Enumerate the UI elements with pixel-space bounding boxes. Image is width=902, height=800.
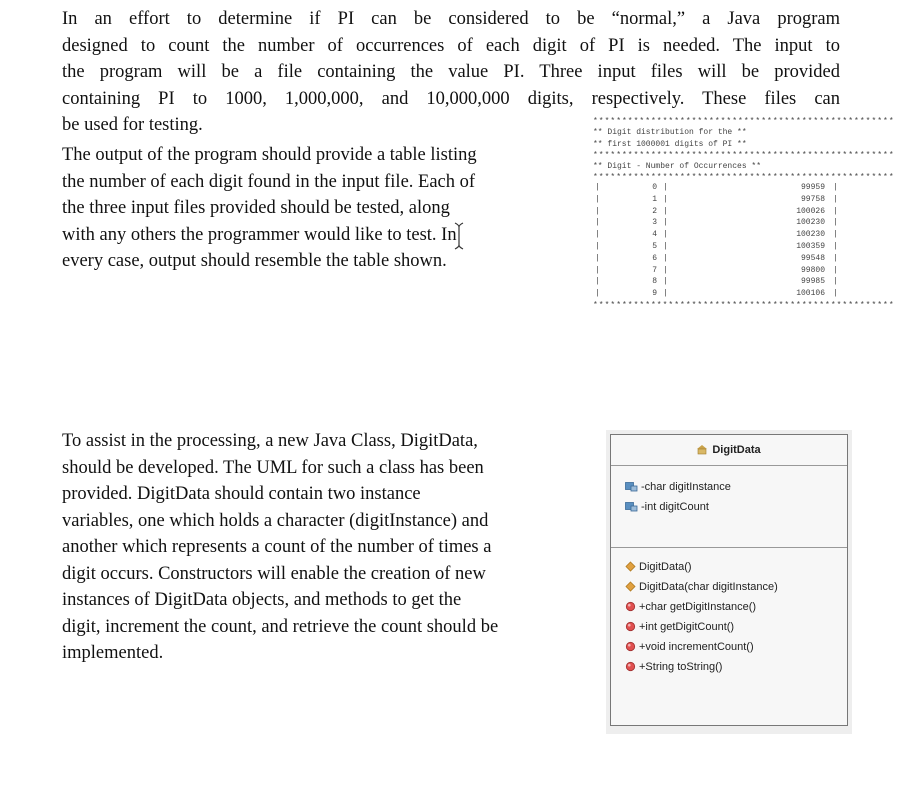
- table-header-line: ** first 1000001 digits of PI **: [593, 140, 747, 149]
- text-cursor-icon: [454, 222, 464, 250]
- table-count-cell: 99800: [800, 265, 825, 275]
- field-icon: [625, 501, 641, 513]
- table-row: [593, 230, 841, 242]
- table-digit-cell: 7: [652, 265, 657, 275]
- table-bar: |: [595, 241, 600, 251]
- table-count-cell: 100230: [796, 218, 825, 228]
- field-icon: [625, 481, 641, 493]
- table-bar: |: [833, 183, 838, 192]
- table-bar: |: [595, 230, 600, 240]
- table-bar: |: [833, 218, 838, 228]
- table-bar: |: [663, 265, 668, 275]
- output-line: every case, output should resemble the table shown.: [62, 251, 447, 271]
- table-bar: |: [663, 194, 668, 204]
- table-count-cell: 99985: [800, 277, 825, 287]
- table-digit-cell: 8: [652, 277, 657, 287]
- uml-method-text: +void incrementCount(): [639, 641, 754, 653]
- uml-method: [611, 597, 847, 617]
- output-paragraph: [62, 142, 574, 275]
- table-digit-cell: 9: [652, 289, 657, 299]
- table-border: ****************************************************: [593, 151, 895, 160]
- uml-method-text: +String toString(): [639, 661, 723, 673]
- table-digit-cell: 2: [652, 206, 657, 216]
- table-border: ****************************************************: [593, 117, 895, 126]
- table-count-cell: 100230: [796, 230, 825, 240]
- table-digit-cell: 6: [652, 253, 657, 263]
- output-line: The output of the program should provide a table listing: [62, 145, 477, 165]
- table-count-cell: 99758: [800, 194, 825, 204]
- table-bar: |: [833, 230, 838, 240]
- table-bar: |: [663, 218, 668, 228]
- table-digit-cell: 0: [652, 183, 657, 192]
- table-row: [593, 195, 841, 207]
- table-digit-cell: 5: [652, 241, 657, 251]
- table-row: [593, 218, 841, 230]
- table-bar: |: [833, 253, 838, 263]
- table-row: [593, 277, 841, 289]
- table-bar: |: [833, 241, 838, 251]
- method-icon: [625, 661, 639, 673]
- uml-field: [611, 477, 847, 497]
- table-bar: |: [663, 206, 668, 216]
- method-icon: [625, 641, 639, 653]
- uml-method: [611, 617, 847, 637]
- uml-field-text: -char digitInstance: [641, 481, 731, 493]
- table-bar: |: [663, 289, 668, 299]
- uml-field-text: -int digitCount: [641, 501, 709, 513]
- intro-line: be used for testing.: [62, 115, 203, 135]
- assist-line: another which represents a count of the number of times a: [62, 537, 492, 557]
- table-bar: |: [595, 277, 600, 287]
- table-digit-cell: 3: [652, 218, 657, 228]
- table-count-cell: 100106: [796, 289, 825, 299]
- uml-method-text: DigitData(): [639, 561, 692, 573]
- table-digit-cell: 4: [652, 230, 657, 240]
- table-header-line: ** Digit distribution for the **: [593, 128, 747, 137]
- table-row: [593, 242, 841, 254]
- output-line: the three input files provided should be tested, along: [62, 198, 450, 218]
- table-rows: [593, 183, 841, 301]
- table-bar: |: [663, 241, 668, 251]
- assist-line: should be developed. The UML for such a class has been: [62, 457, 484, 478]
- table-digit-cell: 1: [652, 194, 657, 204]
- constructor-icon: [625, 581, 639, 593]
- uml-field: [611, 497, 847, 517]
- assist-line: instances of DigitData objects, and methods to get the: [62, 590, 462, 610]
- method-icon: [625, 621, 639, 633]
- class-icon: [697, 445, 707, 454]
- table-border: ****************************************************: [593, 173, 895, 182]
- uml-methods-section: [611, 548, 847, 677]
- uml-method: [611, 657, 847, 677]
- uml-class-name: DigitData: [712, 444, 761, 456]
- table-row: [593, 183, 841, 195]
- table-count-cell: 100026: [796, 206, 825, 216]
- uml-class-title: [611, 435, 847, 466]
- assist-line: variables, one which holds a character (digitInstance) and: [62, 510, 489, 531]
- intro-line: designed to count the number of occurrences of each digit of PI is needed. The input to: [62, 35, 840, 56]
- assist-line: implemented.: [62, 643, 164, 663]
- uml-fields-section: [611, 466, 847, 548]
- table-count-cell: 99959: [800, 183, 825, 192]
- table-count-cell: 100359: [796, 241, 825, 251]
- intro-line: containing PI to 1000, 1,000,000, and 10,000,000 digits, respectively. These files can: [62, 88, 840, 109]
- assist-paragraph: [62, 428, 592, 667]
- assist-line: digit occurs. Constructors will enable the creation of new: [62, 563, 486, 584]
- table-row: [593, 289, 841, 301]
- table-column-header: ** Digit - Number of Occurrences **: [593, 162, 762, 171]
- output-line: with any others the programmer would like to test. In: [62, 224, 457, 245]
- assist-line: digit, increment the count, and retrieve the count should be: [62, 616, 499, 637]
- output-line: the number of each digit found in the input file. Each of: [62, 171, 476, 192]
- uml-method: [611, 557, 847, 577]
- uml-method-text: DigitData(char digitInstance): [639, 581, 778, 593]
- table-bar: |: [833, 277, 838, 287]
- method-icon: [625, 601, 639, 613]
- digit-distribution-table: [593, 117, 895, 311]
- table-bar: |: [595, 218, 600, 228]
- table-bar: |: [595, 194, 600, 204]
- table-row: [593, 254, 841, 266]
- uml-diagram-frame: [606, 430, 852, 734]
- constructor-icon: [625, 561, 639, 573]
- table-row: [593, 266, 841, 278]
- table-bar: |: [595, 206, 600, 216]
- table-bar: |: [663, 253, 668, 263]
- table-row: [593, 207, 841, 219]
- intro-line: the program will be a file containing the value PI. Three input files will be provided: [62, 62, 840, 82]
- uml-method-text: +int getDigitCount(): [639, 621, 735, 633]
- table-bar: |: [833, 289, 838, 299]
- assist-line: To assist in the processing, a new Java Class, DigitData,: [62, 431, 478, 451]
- table-bar: |: [663, 183, 668, 192]
- table-bar: |: [833, 265, 838, 275]
- table-border: ****************************************************: [593, 300, 895, 310]
- uml-class-box: [610, 434, 848, 726]
- assist-line: provided. DigitData should contain two instance: [62, 484, 421, 504]
- uml-method: [611, 577, 847, 597]
- intro-line: In an effort to determine if PI can be considered to be “normal,” a Java program: [62, 9, 840, 29]
- table-bar: |: [595, 265, 600, 275]
- table-bar: |: [833, 194, 838, 204]
- table-bar: |: [595, 183, 600, 192]
- table-bar: |: [663, 230, 668, 240]
- table-bar: |: [595, 289, 600, 299]
- table-bar: |: [595, 253, 600, 263]
- uml-method: [611, 637, 847, 657]
- table-bar: |: [833, 206, 838, 216]
- uml-method-text: +char getDigitInstance(): [639, 601, 757, 613]
- table-count-cell: 99548: [800, 253, 825, 263]
- table-bar: |: [663, 277, 668, 287]
